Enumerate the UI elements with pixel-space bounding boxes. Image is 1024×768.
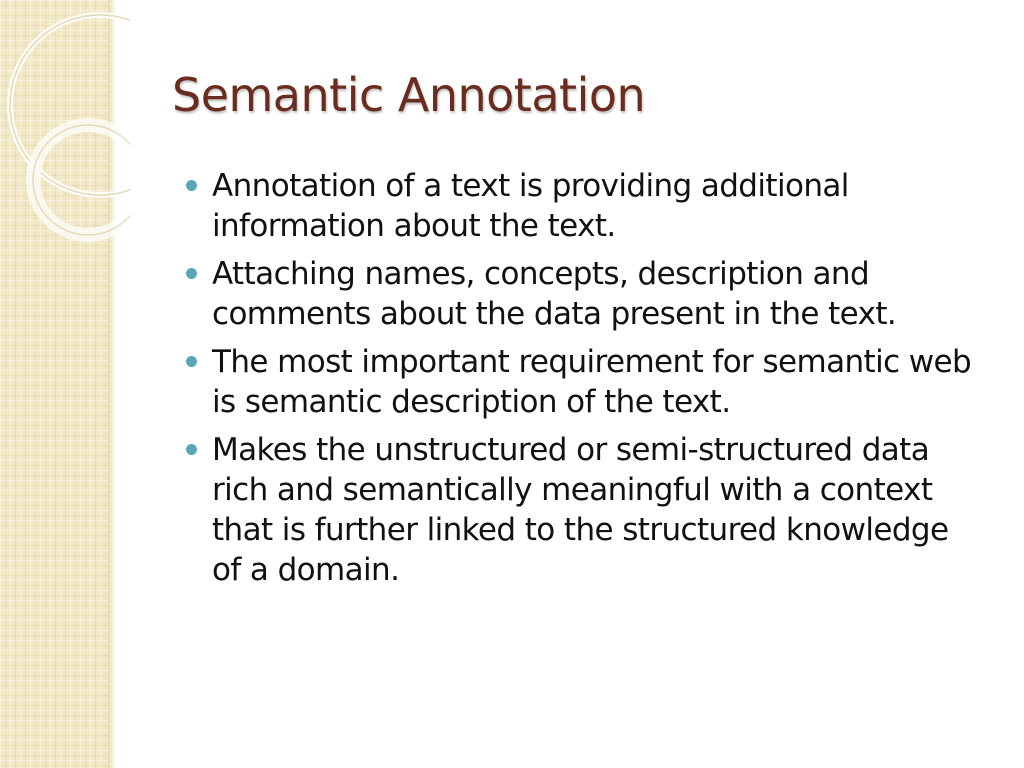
bullet-item [184,430,984,590]
bullet-item [184,166,984,246]
bullet-text: Annotation of a text is providing additional information about the text. [212,168,849,244]
bullet-list [184,166,984,598]
bullet-item [184,254,984,334]
bullet-item [184,342,984,422]
bullet-dot-icon [186,180,197,191]
bullet-dot-icon [186,444,197,455]
bullet-text: Makes the unstructured or semi-structured data rich and semantically meaningful with a context that is further linked to the structured knowledge of a domain. [212,432,949,588]
bullet-text: The most important requirement for semantic web is semantic description of the text. [212,344,972,420]
decorative-rings [0,0,130,260]
bullet-dot-icon [186,268,197,279]
slide-title: Semantic Annotation [172,68,646,122]
bullet-text: Attaching names, concepts, description and comments about the data present in the text. [212,256,897,332]
bullet-dot-icon [186,356,197,367]
